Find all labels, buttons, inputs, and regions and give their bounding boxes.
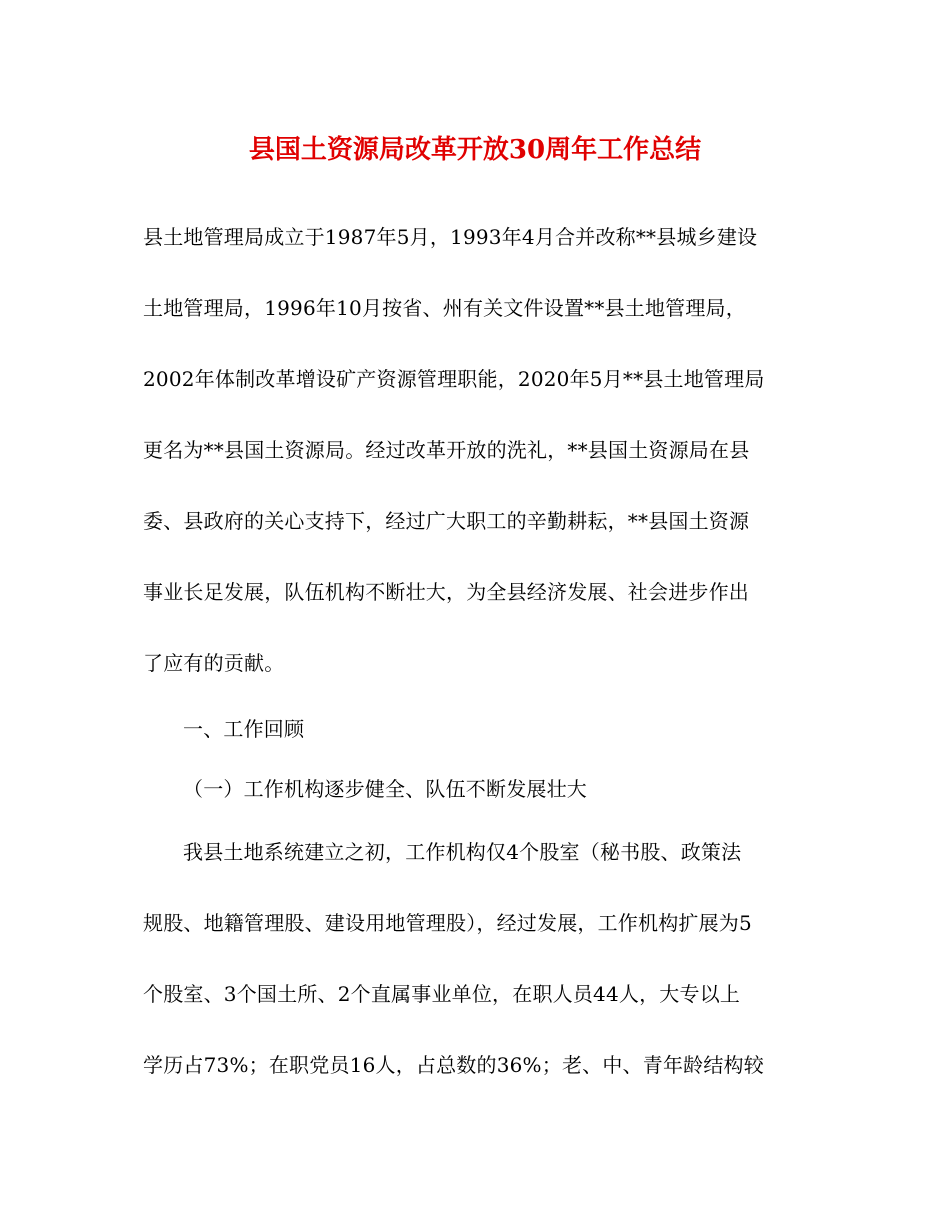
body-line: 委、县政府的关心支持下，经过广大职工的辛勤耕耘，**县国土资源 [143, 509, 750, 533]
document-title: 县国土资源局改革开放30周年工作总结 [248, 135, 702, 165]
subsection-heading: （一）工作机构逐步健全、队伍不断发展壮大 [183, 777, 587, 801]
body-line: 学历占73%；在职党员16人，占总数的36%；老、中、青年龄结构较 [143, 1053, 764, 1077]
body-line: 规股、地籍管理股、建设用地管理股），经过发展，工作机构扩展为5 [143, 911, 752, 935]
body-line: 县土地管理局成立于1987年5月，1993年4月合并改称**县城乡建设 [143, 225, 758, 249]
body-line: 我县土地系统建立之初，工作机构仅4个股室（秘书股、政策法 [183, 840, 742, 864]
body-line: 事业长足发展，队伍机构不断壮大，为全县经济发展、社会进步作出 [143, 580, 749, 604]
body-line: 2002年体制改革增设矿产资源管理职能，2020年5月**县土地管理局 [143, 367, 765, 391]
body-line: 了应有的贡献。 [143, 651, 285, 675]
section-heading: 一、工作回顾 [183, 717, 305, 741]
body-line: 个股室、3个国土所、2个直属事业单位，在职人员44人，大专以上 [143, 982, 741, 1006]
body-line: 土地管理局，1996年10月按省、州有关文件设置**县土地管理局， [143, 296, 746, 320]
body-line: 更名为**县国土资源局。经过改革开放的洗礼，**县国土资源局在县 [143, 438, 750, 462]
